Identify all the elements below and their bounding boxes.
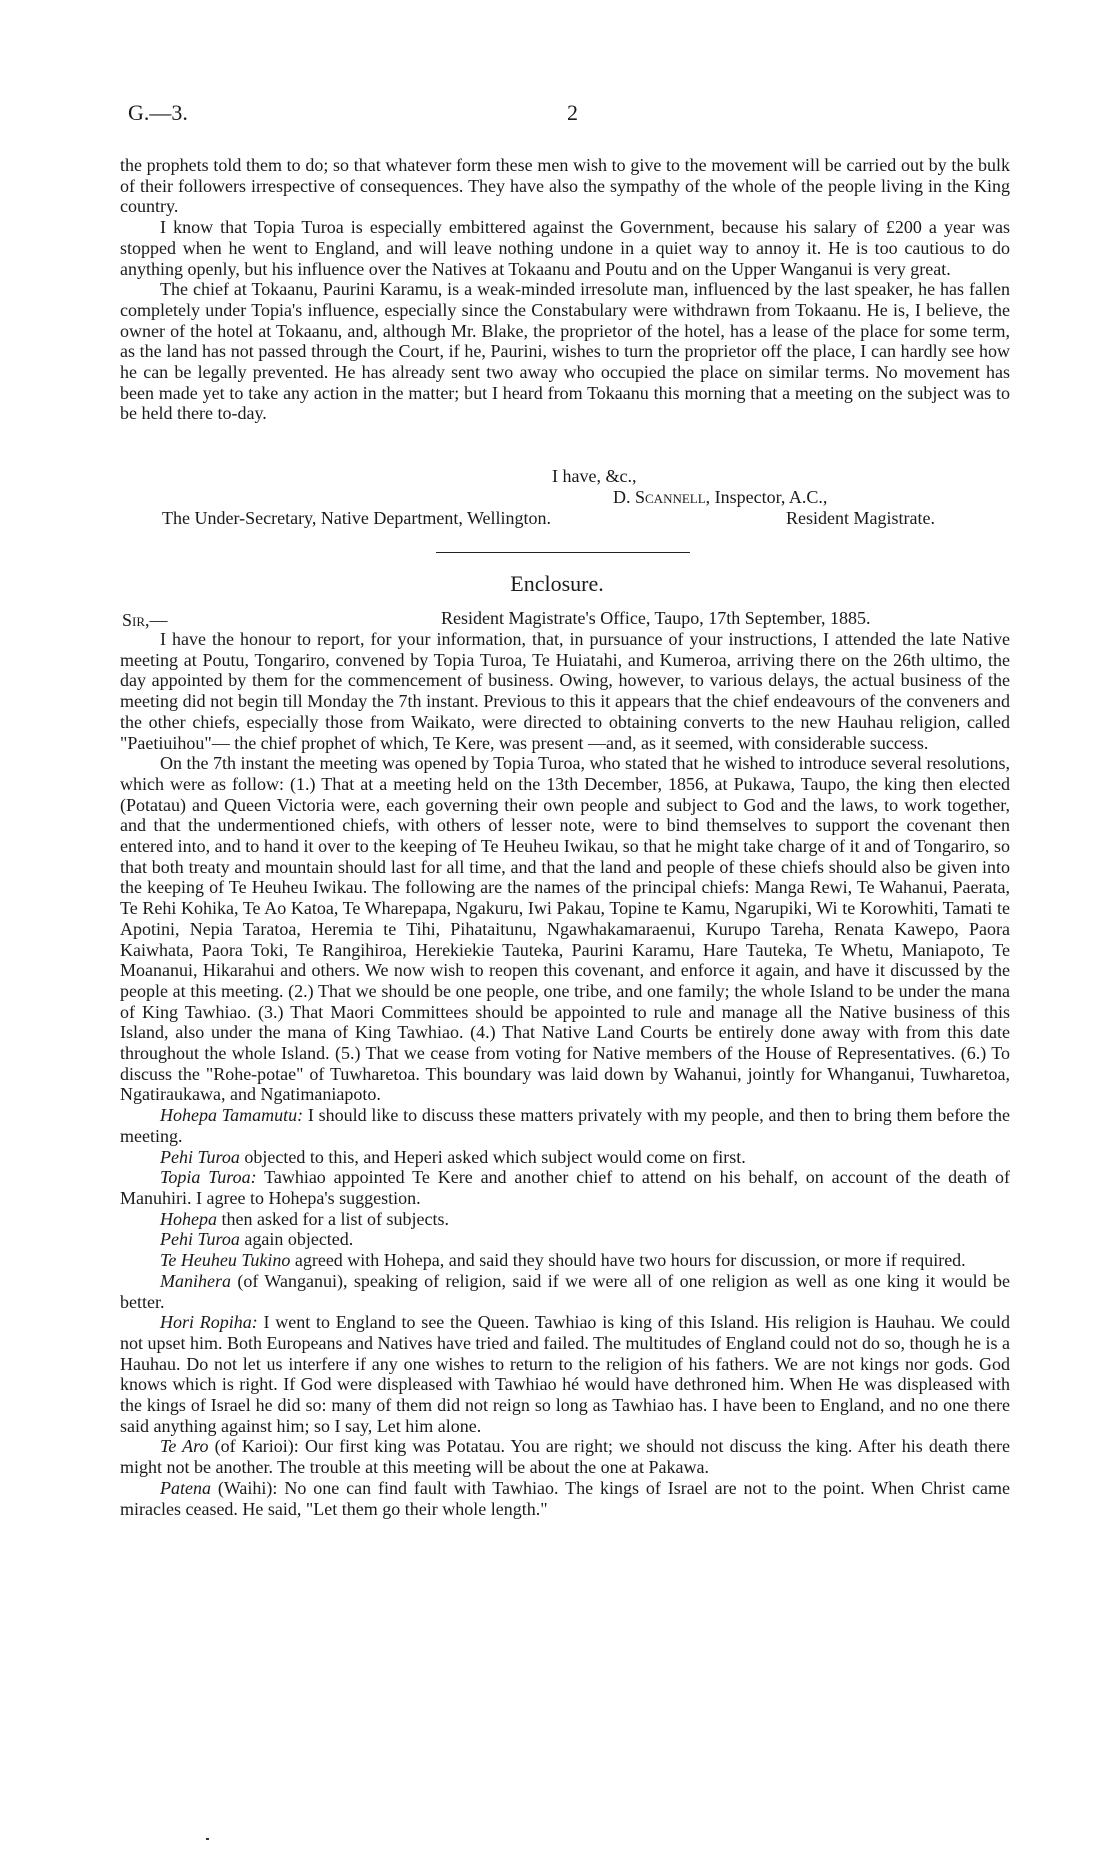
speech-text: Tawhiao appointed Te Kere and another chief to attend on his behalf, on account of the death of Manuhiri. I agree to Hohepa's suggestion. (120, 1167, 1010, 1208)
signature-role: Resident Magistrate. (786, 508, 935, 528)
speech-paragraph (120, 1167, 1010, 1208)
speech-paragraph (120, 1147, 1010, 1168)
speaker-name: Hohepa Tamamutu: (160, 1105, 304, 1126)
letter-paragraph: The chief at Tokaanu, Paurini Karamu, is a weak-minded irresolute man, influenced by the last speaker, he has fallen completely under Topia's influence, especially since the Constabulary were withdrawn from Tokaanu. He is, I believe, the owner of the hotel at Tokaanu, and, although Mr. Blake, the proprietor of the hotel, has a lease of the place for some term, as the land has not passed through the Court, if he, Paurini, wishes to turn the proprietor off the place, I can hardly see how he can be legally prevented. He has already sent two away who occupied the place on similar terms. No movement has been made yet to take any action in the matter; but I heard from Tokaanu this morning that a meeting on the subject was to be held there to-day. (120, 279, 1010, 424)
speech-paragraph (120, 1271, 1010, 1312)
speech-text: again objected. (239, 1229, 354, 1250)
signature (613, 487, 827, 508)
letter-paragraph: the prophets told them to do; so that whatever form these men wish to give to the movement will be carried out by the bulk of their followers irrespective of consequences. They have also the sympathy of the whole of the people living in the King country. (120, 155, 1010, 217)
speech-text: (of Wanganui), speaking of religion, said if we were all of one religion as well as one king it would be better. (120, 1270, 1010, 1312)
speech-paragraph (120, 1250, 1010, 1271)
signature-name: D. Scannell (613, 487, 706, 507)
speech-text: (Waihi): No one can find fault with Tawhiao. The kings of Israel are not to the point. When Christ came miracles ceased. He said, "Let them go their whole length." (120, 1477, 1010, 1519)
page-number: 2 (567, 100, 578, 125)
speech-text: objected to this, and Heperi asked which subject would come on first. (239, 1146, 746, 1167)
speaker-name: Hohepa (160, 1208, 217, 1229)
speech-paragraph (120, 1436, 1010, 1477)
speech-text: I should like to discuss these matters privately with my people, and then to bring them before the meeting. (120, 1105, 1010, 1146)
letter-body (120, 155, 1010, 424)
speaker-name: Te Aro (160, 1436, 209, 1457)
enclosure-paragraph: I have the honour to report, for your information, that, in pursuance of your instructions, I attended the late Native meeting at Poutu, Tongariro, convened by Topia Turoa, Te Huiatahi, and Kumeroa, arriving there on the 26th ultimo, the day appointed by them for the commencement of business. Owing, however, to various delays, the actual business of the meeting did not begin till Monday the 7th instant. Previous to this it appears that the chief endeavours of the conveners and the other chiefs, especially those from Waikato, were directed to obtaining converts to the new Hauhau religion, called "Paetiuihou"— the chief prophet of which, Te Kere, was present —and, as it seemed, with considerable success. (120, 629, 1010, 753)
dateline: Resident Magistrate's Office, Taupo, 17th September, 1885. (441, 608, 871, 628)
speaker-name: Topia Turoa: (160, 1167, 257, 1188)
speech-paragraph (120, 1312, 1010, 1436)
letter-closing: I have, &c., (552, 466, 637, 486)
speech-paragraph (120, 1105, 1010, 1146)
enclosure-body (120, 629, 1010, 1519)
speech-text: then asked for a list of subjects. (217, 1208, 449, 1229)
speaker-name: Pehi Turoa (160, 1146, 240, 1167)
speech-text: I went to England to see the Queen. Tawhiao is king of this Island. His religion is Hauhau. We could not upset him. Both Europeans and Natives have tried and failed. The multitudes of England could not do so, though he is a Hauhau. Do not let us interfere if any one wishes to return to the religion of his fathers. We are not kings nor gods. God knows which is right. If God were displeased with Tawhiao hé would have dethroned him. When He was displeased with the kings of Israel he did so: many of them did not reign so long as Tawhiao has. I have been to England, and no one there said anything against him; so I say, Let him alone. (120, 1312, 1010, 1436)
speaker-name: Manihera (160, 1270, 231, 1291)
speaker-name: Hori Ropiha: (160, 1312, 258, 1333)
section-divider (436, 552, 690, 553)
speech-paragraph (120, 1229, 1010, 1250)
salutation: Sir,— (122, 610, 168, 630)
addressee: The Under-Secretary, Native Department, Wellington. (162, 508, 552, 528)
enclosure-title: Enclosure. (510, 571, 604, 596)
speaker-name: Te Heuheu Tukino (160, 1250, 291, 1271)
signature-title: , Inspector, A.C., (705, 487, 828, 507)
speech-paragraph (120, 1478, 1010, 1519)
speaker-name: Pehi Turoa (160, 1229, 240, 1250)
speaker-name: Patena (160, 1477, 211, 1498)
letter-paragraph: I know that Topia Turoa is especially embittered against the Government, because his salary of £200 a year was stopped when he went to England, and will leave nothing undone in a quiet way to annoy it. He is too cautious to do anything openly, but his influence over the Natives at Tokaanu and Poutu and on the Upper Wanganui is very great. (120, 217, 1010, 279)
speech-paragraph (120, 1209, 1010, 1230)
document-reference: G.—3. (128, 100, 188, 125)
speech-text: (of Karioi): Our first king was Potatau. You are right; we should not discuss the king. After his death there might not be another. The trouble at this meeting will be about the one at Pakawa. (120, 1436, 1011, 1478)
printer-mark (206, 1838, 209, 1840)
enclosure-paragraph: On the 7th instant the meeting was opened by Topia Turoa, who stated that he wished to introduce several resolutions, which were as follow: (1.) That at a meeting held on the 13th December, 1856, at Pukawa, Taupo, the king then elected (Potatau) and Queen Victoria were, each governing their own people and subject to God and the laws, to work together, and that the undermentioned chiefs, with others of lesser note, were to bind themselves to support the covenant then entered into, and to hand it over to the keeping of Te Heuheu Iwikau, so that he might take charge of it and of Tongariro, so that both treaty and mountain should last for all time, and that the land and people of these chiefs should also be given into the keeping of Te Heuheu Iwikau. The following are the names of the principal chiefs: Manga Rewi, Te Wahanui, Paerata, Te Rehi Kohika, Te Ao Katoa, Te Wharepapa, Ngakuru, Iwi Pakau, Topine te Kamu, Ngarupiki, Wi te Korowhiti, Tamati te Apotini, Nepia Taratoa, Heremia te Tihi, Pihataitunu, Ngawhakamaraenui, Kurupo Tareha, Renata Kawepo, Paora Kaiwhata, Paora Toki, Te Rangihiroa, Herekiekie Tauteka, Paurini Karamu, Hare Tauteka, Te Whetu, Maniapoto, Te Moananui, Hikarahui and others. We now wish to reopen this covenant, and enforce it again, and have it discussed by the people at this meeting. (2.) That we should be one people, one tribe, and one family; the whole Island to be under the mana of King Tawhiao. (3.) That Maori Committees should be appointed to rule and manage all the Native business of this Island, also under the mana of King Tawhiao. (4.) That Native Land Courts be entirely done away with from this date throughout the whole Island. (5.) That we cease from voting for Native members of the House of Representatives. (6.) To discuss the "Rohe-potae" of Tuwharetoa. This boundary was laid down by Wahanui, jointly for Whanganui, Tuwharetoa, Ngatiraukawa, and Ngatimaniapoto. (120, 753, 1010, 1105)
speech-text: agreed with Hohepa, and said they should have two hours for discussion, or more if required. (290, 1250, 966, 1271)
